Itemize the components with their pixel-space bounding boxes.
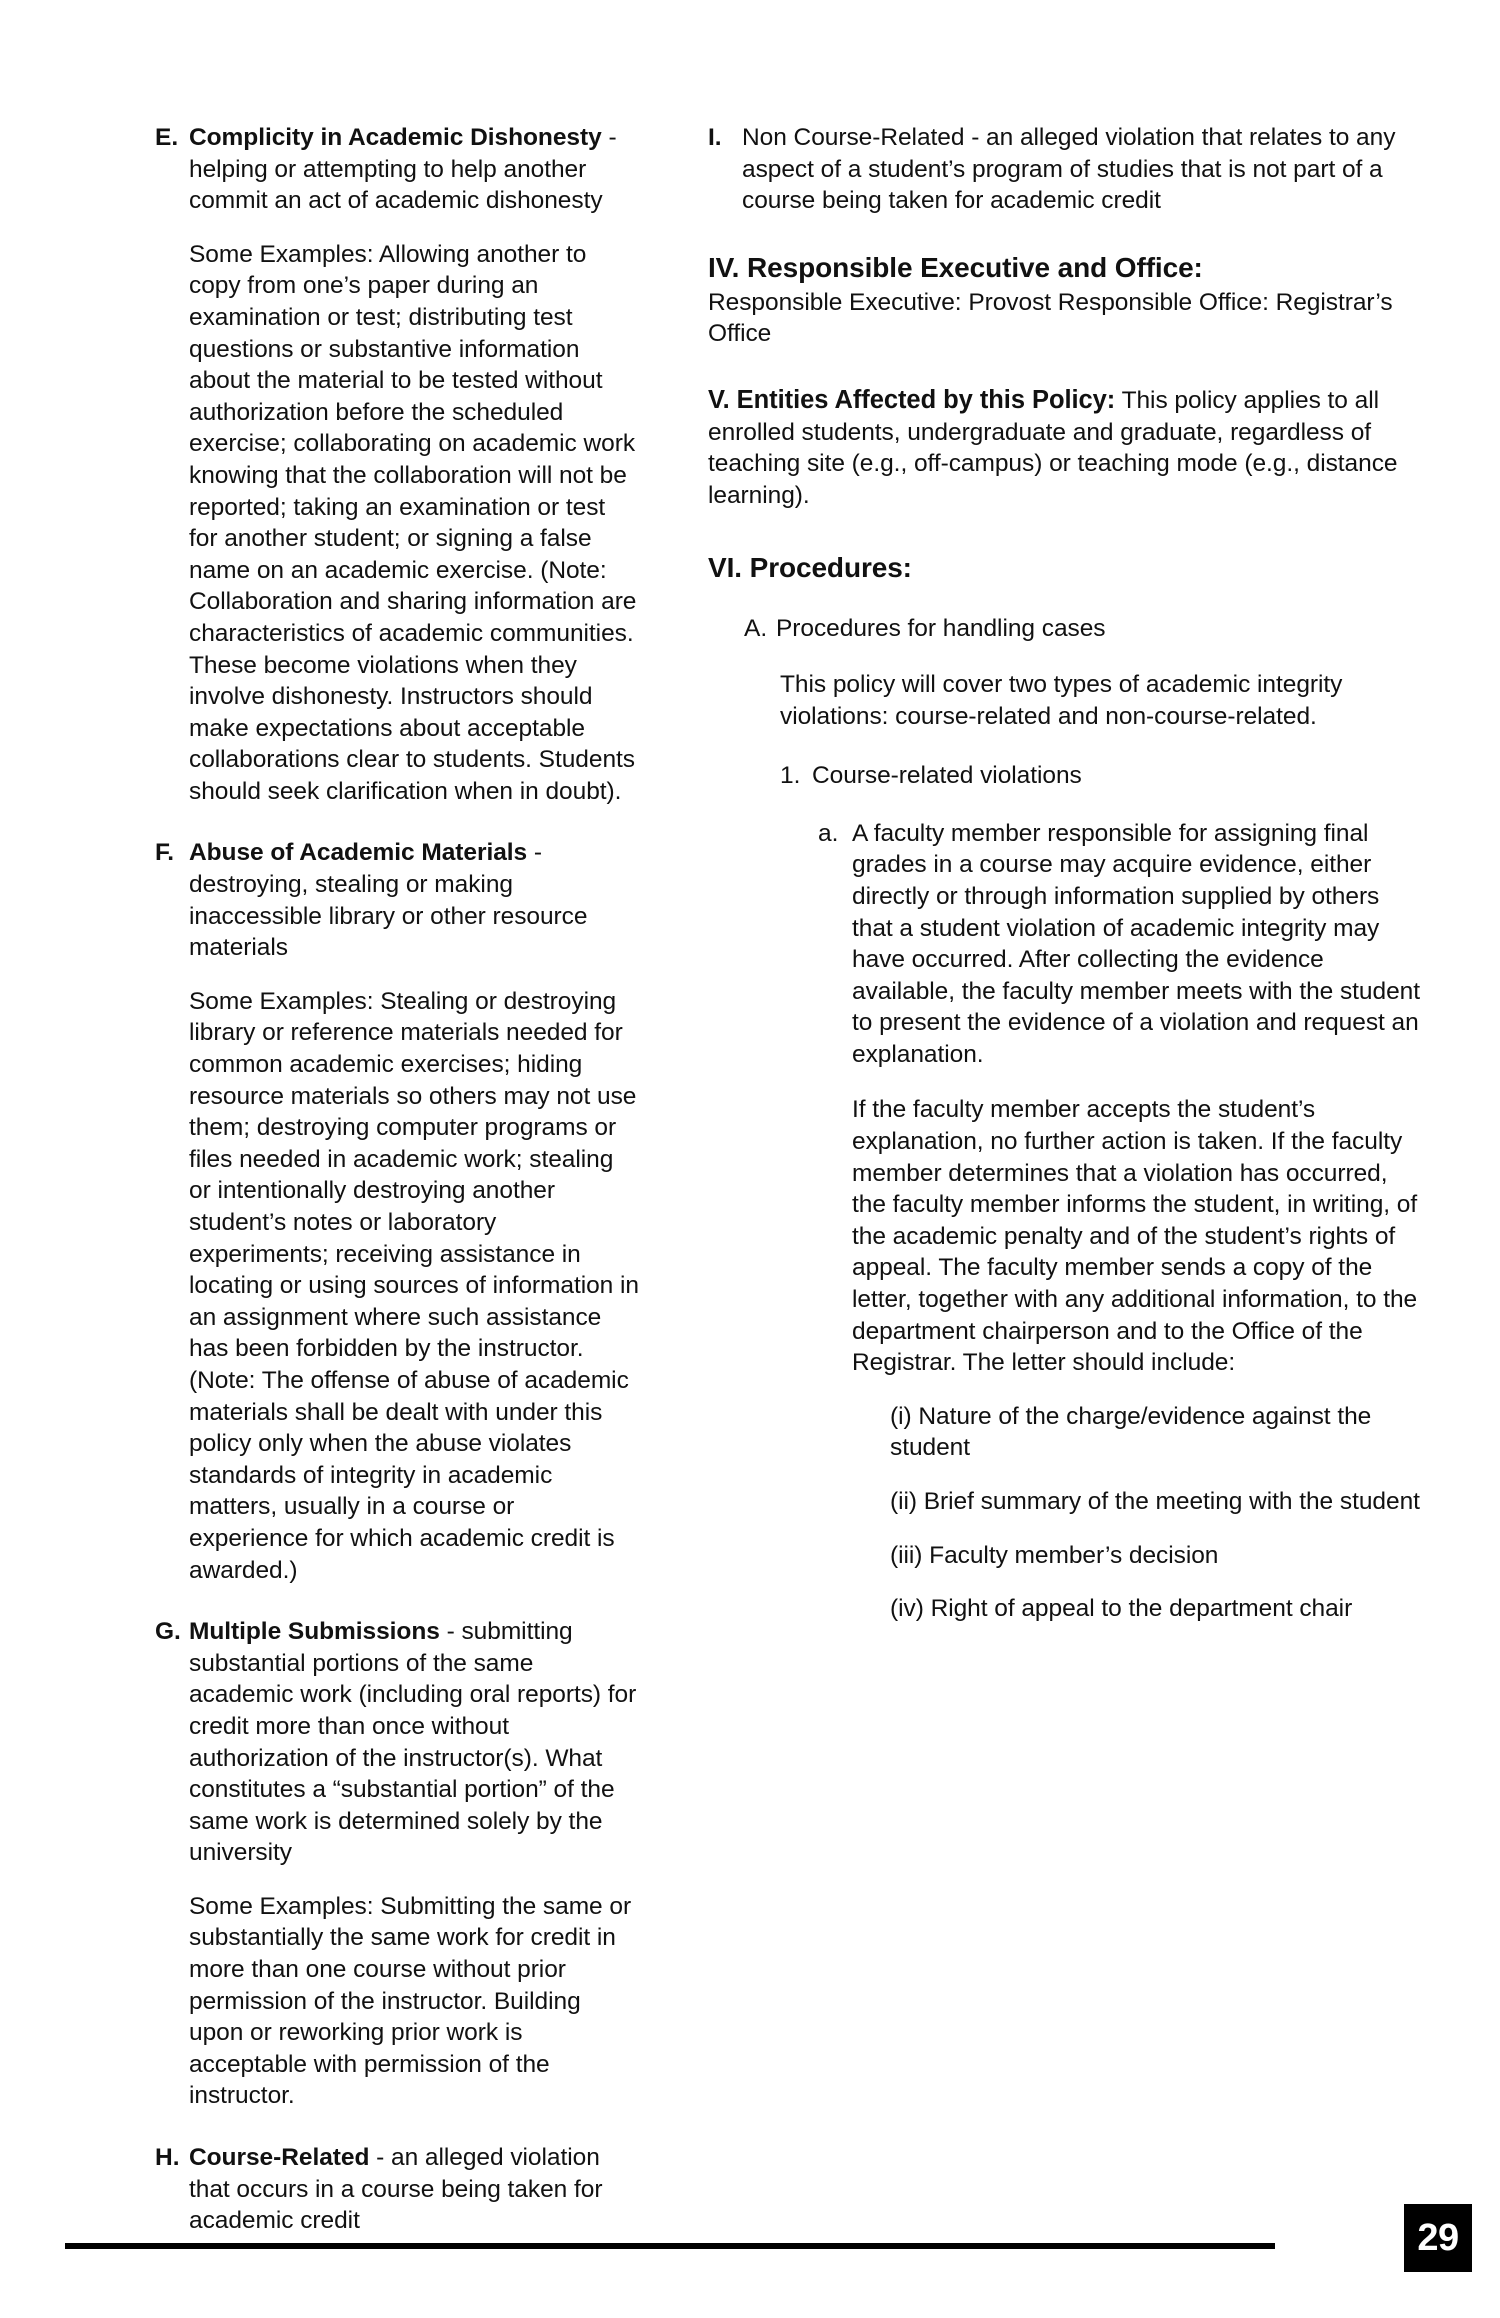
list-item-f bbox=[155, 837, 640, 963]
list-item-e-examples: Some Examples: Allowing another to copy from one’s paper during an examination or test; distributing test questions or substantive information about the material to be tested without authorization before the scheduled exercise; collaborating on academic work knowing that the collaboration will not be reported; taking an examination or test for another student; or signing a false name on an academic exercise. (Note: Collaboration and sharing information are characteristics of academic communities. These become violations when they involve dishonesty. Instructors should make expectations about acceptable collaborations clear to students. Students should seek clarification when in doubt). bbox=[189, 240, 637, 805]
list-item-i-body bbox=[742, 122, 1420, 217]
list-item-h-rest: - an alleged violation that occurs in a course being taken for academic credit bbox=[189, 2144, 603, 2235]
list-item-f-body bbox=[189, 837, 640, 963]
section-vi-item-a-body bbox=[776, 613, 1420, 645]
page-number-badge: 29 bbox=[1404, 2204, 1472, 2272]
section-vi-item-a-text: Procedures for handling cases bbox=[776, 615, 1106, 643]
section-vi-item-1-body bbox=[812, 760, 1420, 792]
section-vi-item-1-text: Course-related violations bbox=[812, 762, 1082, 790]
footer-divider bbox=[65, 2243, 1275, 2249]
section-iv-heading: IV. Responsible Executive and Office: bbox=[708, 251, 1203, 283]
section-vi-roman-i: (i) Nature of the charge/evidence against the student bbox=[890, 1402, 1372, 1462]
list-marker-i: I. bbox=[708, 124, 722, 151]
section-vi-item-a-marker: A. bbox=[744, 615, 768, 643]
list-marker-h: H. bbox=[155, 2144, 180, 2172]
list-item-h bbox=[155, 2142, 640, 2237]
section-vi-item-1a-body bbox=[852, 818, 1420, 1071]
section-vi-roman-iii: (iii) Faculty member’s decision bbox=[890, 1541, 1219, 1569]
list-item-g-lead: Multiple Submissions bbox=[189, 1618, 440, 1646]
list-item-h-body bbox=[189, 2142, 640, 2237]
list-item-f-rest: - destroying, stealing or making inaccessible library or other resource materials bbox=[189, 839, 588, 962]
list-item-f-examples: Some Examples: Stealing or destroying library or reference materials needed for common academic exercises; hiding resource materials so others may not use them; destroying computer programs or files needed in academic work; stealing or intentionally destroying another student’s notes or laboratory experiments; receiving assistance in locating or using sources of information in an assignment where such assistance has been forbidden by the instructor. (Note: The offense of abuse of academic materials shall be dealt with under this policy only when the abuse violates standards of integrity in academic matters, usually in a course or experience for which academic credit is awarded.) bbox=[189, 987, 639, 1584]
list-item-e-lead: Complicity in Academic Dishonesty bbox=[189, 124, 602, 151]
section-vi-item-1 bbox=[708, 760, 1420, 792]
list-item-i-text: Non Course-Related - an alleged violation that relates to any aspect of a student’s program of studies that is not part of a course being taken for academic credit bbox=[742, 124, 1396, 215]
section-vi-item-1a bbox=[708, 818, 1420, 1071]
section-vi-roman-iv: (iv) Right of appeal to the department chair bbox=[890, 1595, 1353, 1623]
list-item-g bbox=[155, 1616, 640, 1869]
section-v-heading: V. Entities Affected by this Policy: bbox=[708, 385, 1116, 414]
section-vi-heading: VI. Procedures: bbox=[708, 552, 912, 584]
list-item-e-body bbox=[189, 122, 640, 217]
section-iv-body: Responsible Executive: Provost Responsible Office: Registrar’s Office bbox=[708, 288, 1393, 348]
list-item-g-text bbox=[189, 1616, 640, 1869]
list-item-g-examples: Some Examples: Submitting the same or substantially the same work for credit in more than one course without prior permission of the instructor. Building upon or reworking prior work is acceptable with permission of the instructor. bbox=[189, 1892, 632, 2110]
list-item-e-text bbox=[189, 122, 640, 217]
section-vi bbox=[708, 551, 1420, 1624]
list-item-g-body bbox=[189, 1616, 640, 1869]
section-v bbox=[708, 384, 1420, 511]
list-item-h-lead: Course-Related bbox=[189, 2144, 370, 2172]
list-marker-f: F. bbox=[155, 839, 175, 867]
section-vi-item-a bbox=[708, 613, 1420, 645]
list-item-i bbox=[708, 122, 1420, 217]
section-v-text bbox=[708, 384, 1420, 511]
left-column bbox=[0, 0, 640, 2237]
section-vi-intro: This policy will cover two types of academic integrity violations: course-related and non-course-related. bbox=[780, 670, 1343, 730]
section-vi-item-1a-marker: a. bbox=[818, 819, 839, 847]
list-item-e-rest: - helping or attempting to help another commit an act of academic dishonesty bbox=[189, 124, 617, 215]
section-vi-item-1-marker: 1. bbox=[780, 762, 801, 790]
section-iv bbox=[708, 251, 1420, 350]
list-item-e bbox=[155, 122, 640, 217]
section-vi-roman-ii: (ii) Brief summary of the meeting with the student bbox=[890, 1488, 1420, 1515]
list-item-f-lead: Abuse of Academic Materials bbox=[189, 839, 528, 867]
right-column bbox=[640, 0, 1500, 1625]
list-marker-e: E. bbox=[155, 124, 179, 151]
section-vi-item-1a-para2: If the faculty member accepts the student’s explanation, no further action is taken. If the faculty member determines that a violation has occurred, the faculty member informs the student, in writing, of the academic penalty and of the student’s rights of appeal. The faculty member sends a copy of the letter, together with any additional information, to the department chairperson and to the Office of the Registrar. The letter should include: bbox=[852, 1096, 1418, 1377]
list-item-h-text bbox=[189, 2142, 640, 2237]
section-v-body: This policy applies to all enrolled students, undergraduate and graduate, regardless of teaching site (e.g., off-campus) or teaching mode (e.g., distance learning). bbox=[708, 386, 1398, 509]
list-item-f-text bbox=[189, 837, 640, 963]
list-item-g-rest: - submitting substantial portions of the same academic work (including oral reports) for credit more than once without authorization of the instructor(s). What constitutes a “substantial portion” of the same work is determined solely by the university bbox=[189, 1618, 637, 1867]
list-marker-g: G. bbox=[155, 1618, 181, 1646]
section-vi-item-1a-text: A faculty member responsible for assigning final grades in a course may acquire evidence, either directly or through information supplied by others that a student violation of academic integrity may have occurred. After collecting the evidence available, the faculty member meets with the student to present the evidence of a violation and request an explanation. bbox=[852, 819, 1420, 1068]
